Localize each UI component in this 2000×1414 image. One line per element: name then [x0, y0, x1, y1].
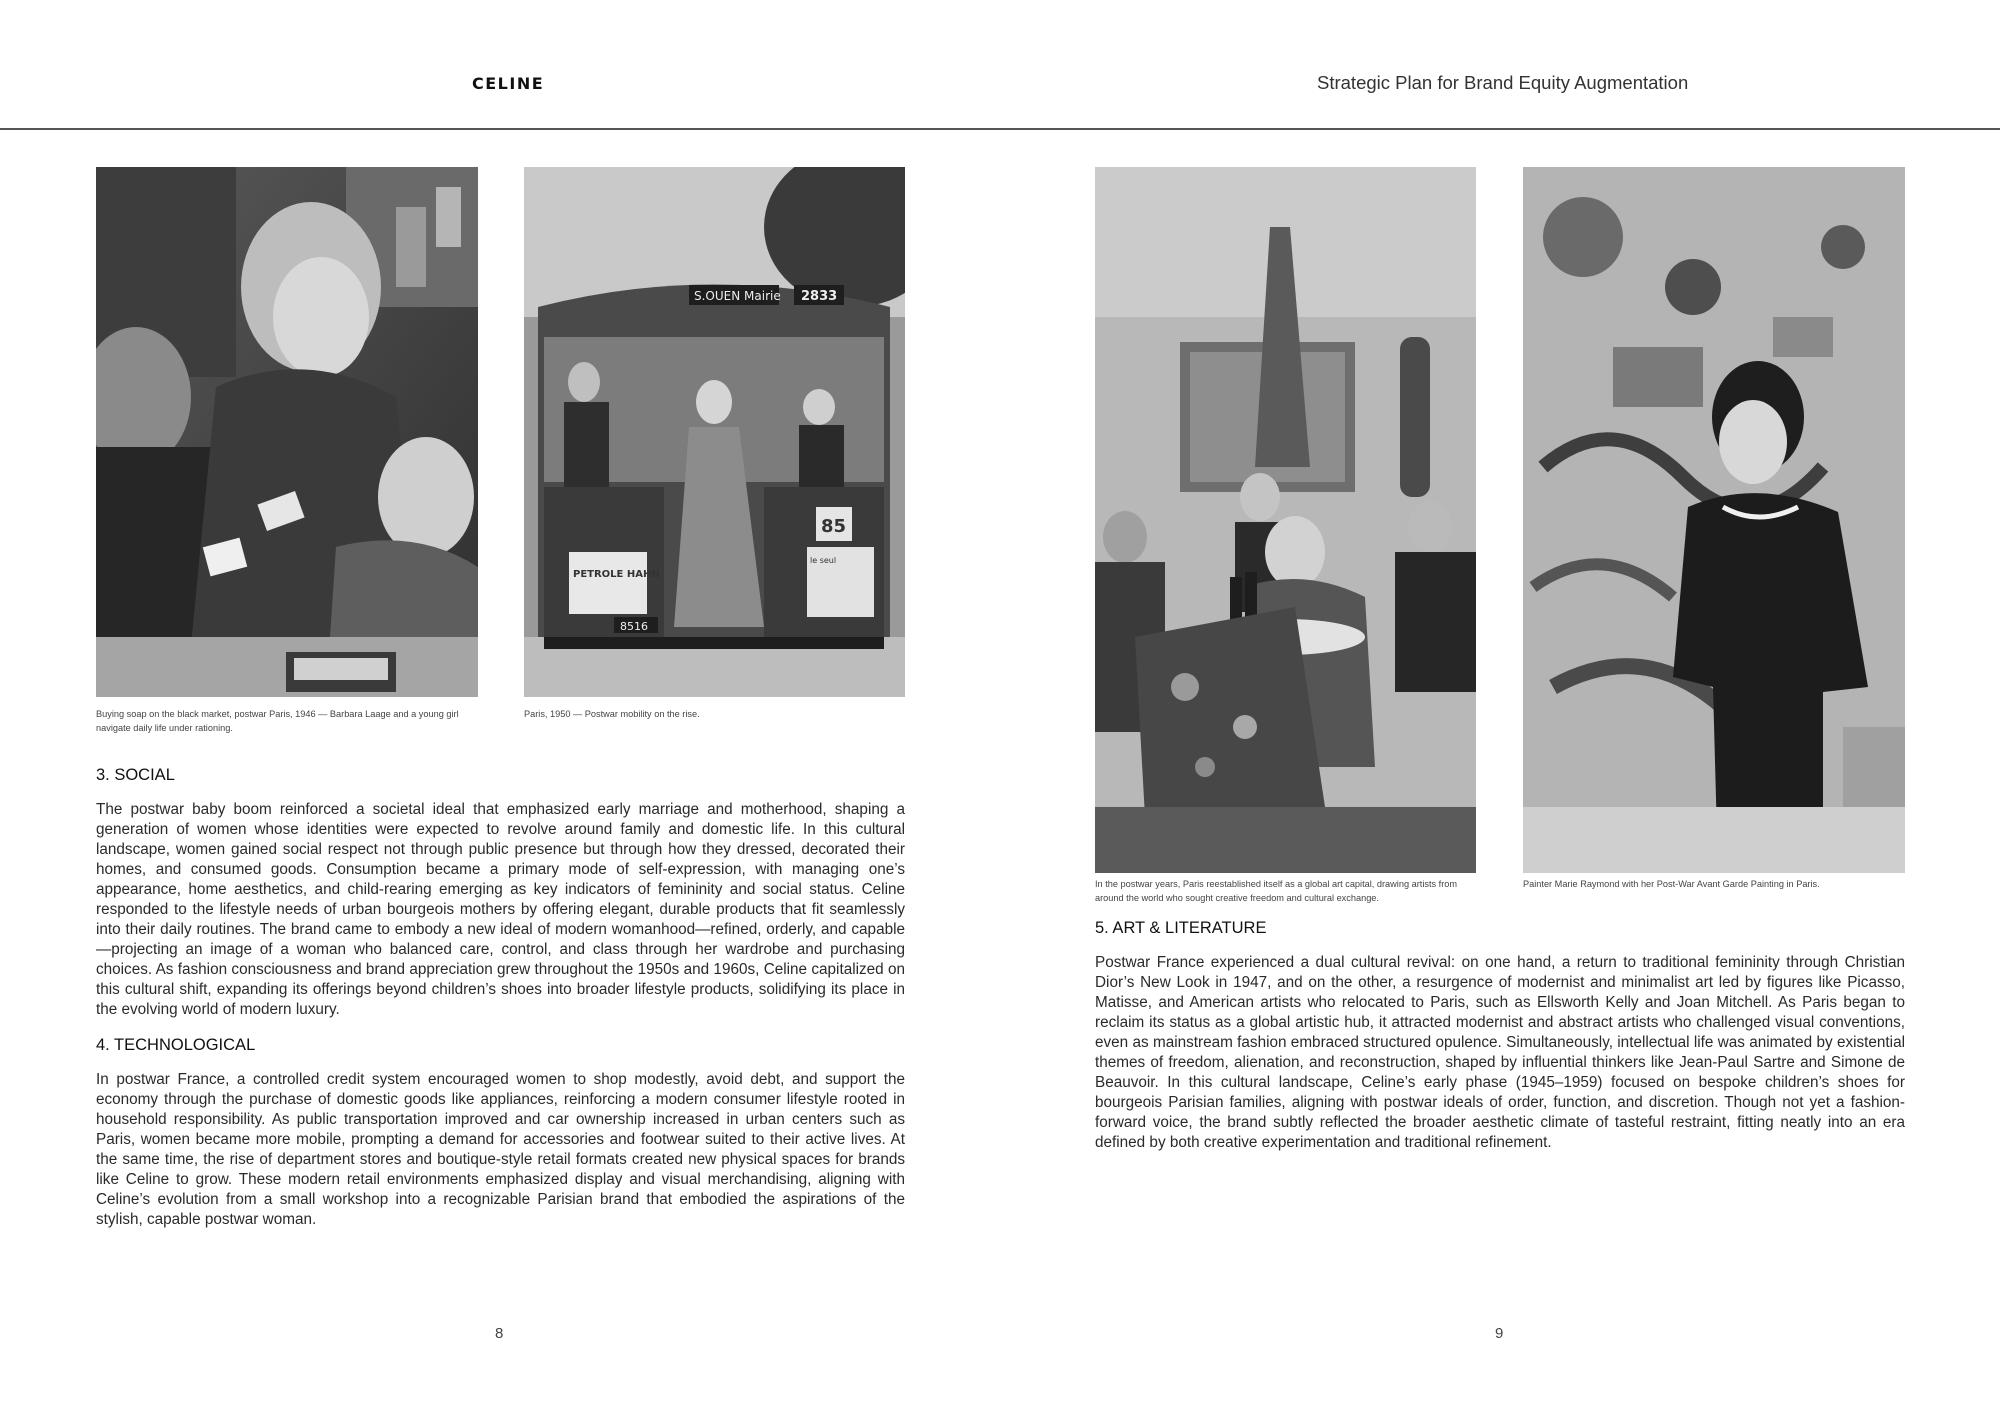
section-heading-art-literature: 5. ART & LITERATURE — [1095, 919, 1267, 937]
section-body-social: The postwar baby boom reinforced a societal ideal that emphasized early marriage and motherhood, shaping a generation of women whose identities were expected to revolve around family and domestic life. In this cultural landscape, women gained social respect not through public presence but through how they dressed, decorated their homes, and consumed goods. Consumption became a primary mode of self-expression, with managing one’s appearance, home aesthetics, and child-rearing emerging as key indicators of femininity and social status. Celine responded to the lifestyle needs of urban bourgeois mothers by offering elegant, durable products that fit seamlessly into their daily routines. The brand came to embody a new ideal of modern womanhood—refined, orderly, and capable—projecting an image of a woman who balanced care, control, and class through her wardrobe and purchasing choices. As fashion consciousness and brand appreciation grew throughout the 1950s and 1960s, Celine capitalized on this cultural shift, expanding its offerings beyond children’s shoes into broader lifestyle products, solidifying its place in the evolving world of modern luxury. — [96, 801, 905, 1018]
photo-caption: Paris, 1950 — Postwar mobility on the rise. — [524, 709, 700, 719]
section-heading-technological: 4. TECHNOLOGICAL — [96, 1036, 256, 1054]
bus-plate: 8516 — [620, 620, 648, 633]
poster-emulsionne: le seul — [810, 556, 837, 565]
photo-paris-bus — [524, 167, 905, 697]
photo-marie-raymond — [1523, 167, 1905, 873]
section-body-technological: In postwar France, a controlled credit system encouraged women to shop modestly, avoid debt, and support the economy through the purchase of domestic goods like appliances, reinforcing a modern consumer lifestyle rooted in household responsibility. As public transportation improved and car ownership increased in urban centers such as Paris, women became more mobile, prompting a demand for accessories and footwear suited to their active lives. At the same time, the rise of department stores and boutique-style retail formats created new physical spaces for brands like Celine to grow. These modern retail environments emphasized display and visual merchandising, aligning with Celine’s evolution from a small workshop into a recognizable Parisian brand that embodied the aspirations of the stylish, capable postwar woman. — [96, 1071, 905, 1228]
photo-black-market-soap — [96, 167, 478, 697]
bus-number-sign: 2833 — [801, 289, 838, 304]
photo-caption: In the postwar years, Paris reestablished itself as a global art capital, drawing artists from around the world who sought creative freedom and cultural exchange. — [1095, 879, 1458, 903]
bus-route-number: 85 — [821, 516, 847, 537]
photo-caption: Painter Marie Raymond with her Post-War Avant Garde Painting in Paris. — [1523, 879, 1820, 889]
section-body-art-literature: Postwar France experienced a dual cultural revival: on one hand, a return to traditional femininity through Christian Dior’s New Look in 1947, and on the other, a resurgence of modernist and minimalist art led by figures like Picasso, Matisse, and American artists who relocated to Paris, such as Ellsworth Kelly and Joan Mitchell. As Paris began to reclaim its status as a global artistic hub, it attracted modernist and abstract artists who challenged visual conventions, even as mainstream fashion embraced structured opulence. Simultaneously, intellectual life was animated by existential themes of freedom, alienation, and reconstruction, shaped by influential thinkers like Jean-Paul Sartre and Simone de Beauvoir. In this cultural landscape, Celine’s early phase (1945–1959) focused on bespoke children’s shoes for bourgeois Parisian families, aligning with postwar ideals of order, function, and discretion. Though not yet a fashion-forward voice, the brand subtly reflected the broader aesthetic climate of tasteful restraint, fitting neatly into an era defined by both creative experimentation and traditional refinement. — [1095, 954, 1905, 1151]
section-heading-social: 3. SOCIAL — [96, 766, 175, 784]
photo-caption: Buying soap on the black market, postwar Paris, 1946 — Barbara Laage and a young girl navigate daily life under rationing. — [96, 709, 459, 733]
page-number-left: 8 — [495, 1325, 504, 1342]
bus-destination-sign: S.OUEN Mairie — [694, 289, 781, 303]
document-title: Strategic Plan for Brand Equity Augmentation — [1317, 72, 1689, 93]
photo-artists-gathering — [1095, 167, 1476, 873]
header-divider — [0, 128, 2000, 130]
page-number-right: 9 — [1495, 1325, 1504, 1342]
brand-logo: CELINE — [472, 74, 545, 93]
poster-petrole: PETROLE HAHN — [573, 569, 660, 580]
